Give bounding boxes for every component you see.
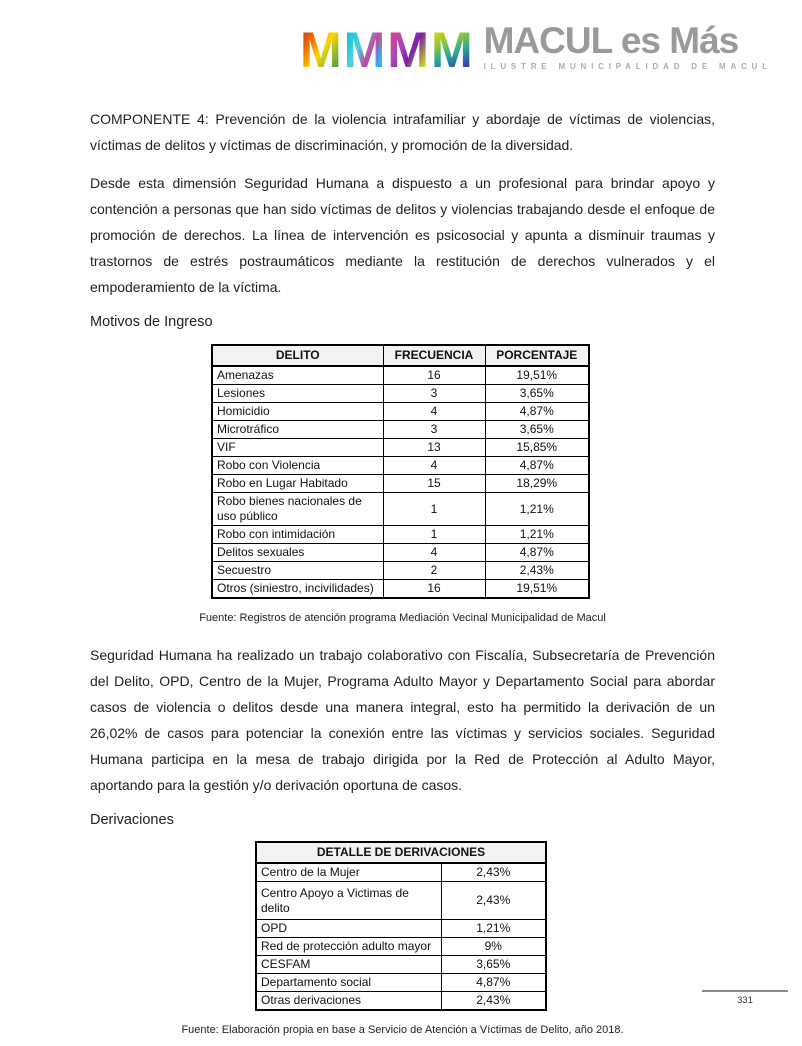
table-row (256, 863, 546, 882)
table-cell: 1 (383, 526, 485, 544)
table-cell: OPD (256, 920, 441, 938)
table-cell: 2,43% (441, 882, 546, 920)
table-cell: CESFAM (256, 956, 441, 974)
table-cell: 15 (383, 475, 485, 493)
table-row (256, 956, 546, 974)
table-row (256, 974, 546, 992)
table-cell: VIF (212, 439, 383, 457)
table-cell: Otras derivaciones (256, 992, 441, 1011)
column-header-porcentaje: PORCENTAJE (485, 345, 589, 366)
colaboracion-paragraph: Seguridad Humana ha realizado un trabajo colaborativo con Fiscalía, Subsecretaría de Prevención del Delito, OPD, Centro de la Mujer, Programa Adulto Mayor y Departamento Social para abordar casos de violencia o delitos desde una manera integral, esto ha permitido la derivación de un 26,02% de casos para potenciar la conexión entre las víctimas y servicios sociales. Seguridad Humana participa en la mesa de trabajo dirigida por la Red de Protección al Adulto Mayor, aportando para la gestión y/o derivación oportuna de casos. (90, 647, 715, 793)
motivos-heading: Motivos de Ingreso (90, 314, 213, 330)
table-cell: Secuestro (212, 562, 383, 580)
table-cell: 3,65% (485, 421, 589, 439)
table-cell: 9% (441, 938, 546, 956)
table-row (212, 385, 589, 403)
table-cell: Robo en Lugar Habitado (212, 475, 383, 493)
table-cell: Robo con intimidación (212, 526, 383, 544)
table-row (212, 421, 589, 439)
table-cell: Amenazas (212, 366, 383, 385)
table-row (256, 938, 546, 956)
table-cell: Red de protección adulto mayor (256, 938, 441, 956)
table-row (212, 366, 589, 385)
table-cell: Homicidio (212, 403, 383, 421)
page-number-block (702, 990, 788, 1006)
table-cell: 2,43% (441, 863, 546, 882)
componente-paragraph: COMPONENTE 4: Prevención de la violencia intrafamiliar y abordaje de víctimas de violencias, víctimas de delitos y víctimas de discriminación, y promoción de la diversidad. (90, 111, 715, 153)
table-cell: Delitos sexuales (212, 544, 383, 562)
logo-title: MACUL es Más (483, 20, 739, 61)
table-cell: Robo bienes nacionales de uso público (212, 493, 383, 526)
municipality-logo (300, 20, 772, 78)
table-cell: 4 (383, 544, 485, 562)
logo-m-icon: M (430, 22, 472, 78)
motivos-source-caption: Fuente: Registros de atención programa Mediación Vecinal Municipalidad de Macul (199, 612, 606, 624)
table-row (256, 992, 546, 1011)
logo-subtitle: ILUSTRE MUNICIPALIDAD DE MACUL (483, 62, 772, 71)
table-cell: 13 (383, 439, 485, 457)
table-cell: 19,51% (485, 580, 589, 599)
table-cell: 3,65% (441, 956, 546, 974)
table-cell: 3 (383, 385, 485, 403)
logo-m-letters (300, 22, 472, 78)
table-cell: 4,87% (485, 457, 589, 475)
logo-m-icon: M (343, 22, 385, 78)
table-cell: Centro Apoyo a Victimas de delito (256, 882, 441, 920)
table-cell: 1,21% (441, 920, 546, 938)
motivos-ingreso-table (211, 344, 590, 599)
table-cell: 3,65% (485, 385, 589, 403)
table-row (212, 580, 589, 599)
table-header-row (212, 345, 589, 366)
table-cell: 16 (383, 366, 485, 385)
table-row (256, 920, 546, 938)
derivaciones-source-caption: Fuente: Elaboración propia en base a Servicio de Atención a Víctimas de Delito, año 2018. (181, 1024, 624, 1036)
document-page (0, 22, 802, 1046)
table-row (212, 439, 589, 457)
table-cell: 4,87% (485, 544, 589, 562)
derivaciones-table (255, 841, 547, 1011)
derivaciones-table-title: DETALLE DE DERIVACIONES (256, 842, 546, 863)
table-cell: Lesiones (212, 385, 383, 403)
page-number-rule (702, 990, 788, 992)
table-cell: 4,87% (441, 974, 546, 992)
table-cell: Centro de la Mujer (256, 863, 441, 882)
table-cell: 1 (383, 493, 485, 526)
logo-m-icon: M (387, 22, 428, 78)
table-cell: 4,87% (485, 403, 589, 421)
table-cell: Otros (siniestro, incivilidades) (212, 580, 383, 599)
intro-paragraph: Desde esta dimensión Seguridad Humana a dispuesto a un profesional para brindar apoyo y contención a personas que han sido víctimas de delitos y violencias trabajando desde el enfoque de promoción de derechos. La línea de intervención es psicosocial y apunta a disminuir traumas y trastornos de estrés postraumáticos mediante la restitución de derechos vulnerados y el empoderamiento de la víctima. (90, 175, 715, 295)
table-cell: Departamento social (256, 974, 441, 992)
table-cell: 1,21% (485, 526, 589, 544)
table-row (212, 457, 589, 475)
table-cell: Microtráfico (212, 421, 383, 439)
page-number: 331 (737, 995, 753, 1006)
table-row (212, 403, 589, 421)
table-header-row (256, 842, 546, 863)
table-cell: Robo con Violencia (212, 457, 383, 475)
table-cell: 19,51% (485, 366, 589, 385)
page-content (90, 106, 715, 1036)
column-header-delito: DELITO (212, 345, 383, 366)
table-row (256, 882, 546, 920)
table-cell: 2,43% (485, 562, 589, 580)
column-header-frecuencia: FRECUENCIA (383, 345, 485, 366)
table-row (212, 475, 589, 493)
table-row (212, 526, 589, 544)
table-cell: 4 (383, 403, 485, 421)
table-cell: 18,29% (485, 475, 589, 493)
table-cell: 2,43% (441, 992, 546, 1011)
table-cell: 2 (383, 562, 485, 580)
table-cell: 15,85% (485, 439, 589, 457)
table-row (212, 544, 589, 562)
derivaciones-heading: Derivaciones (90, 812, 174, 828)
table-row (212, 493, 589, 526)
logo-text-block (484, 22, 772, 73)
table-row (212, 562, 589, 580)
table-cell: 4 (383, 457, 485, 475)
table-cell: 1,21% (485, 493, 589, 526)
table-cell: 3 (383, 421, 485, 439)
table-cell: 16 (383, 580, 485, 599)
logo-m-icon: M (300, 22, 341, 78)
